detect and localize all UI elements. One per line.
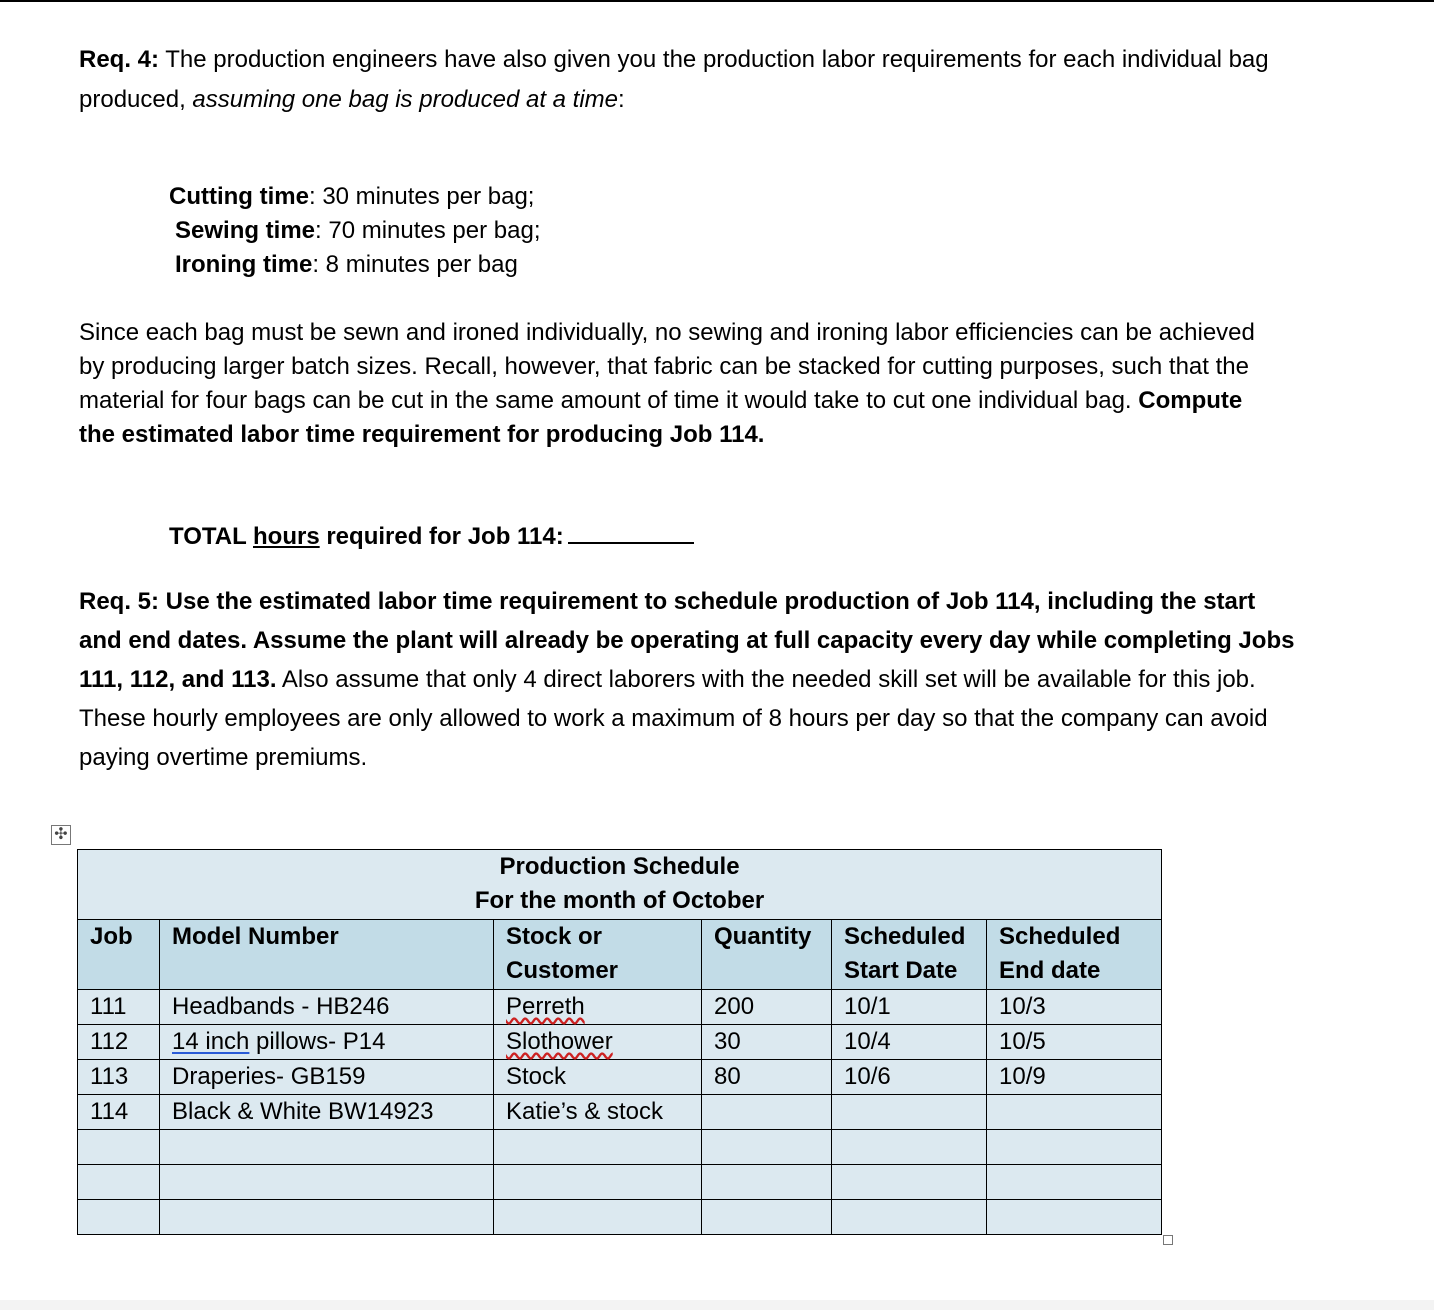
- cell-customer[interactable]: [494, 990, 702, 1025]
- header-quantity: Quantity: [702, 920, 832, 990]
- resize-handle-icon[interactable]: [1163, 1235, 1173, 1245]
- cell-empty[interactable]: [702, 1200, 832, 1235]
- header-job: Job: [78, 920, 160, 990]
- schedule-subtitle: For the month of October: [474, 887, 765, 914]
- schedule-title: Production Schedule: [499, 853, 740, 880]
- req4-label: Req. 4:: [79, 46, 160, 73]
- customer-text: Slothower: [506, 1028, 613, 1055]
- model-underlined-text: 14 inch: [172, 1028, 250, 1055]
- cell-job[interactable]: 111: [78, 990, 160, 1025]
- cell-empty[interactable]: [987, 1200, 1162, 1235]
- header-start-line1: Scheduled: [844, 923, 966, 950]
- sewing-time-label: Sewing time: [175, 217, 316, 244]
- schedule-title-cell: [78, 850, 1162, 920]
- cell-empty[interactable]: [987, 1165, 1162, 1200]
- ironing-time-label: Ironing time: [175, 251, 313, 278]
- total-hours-line: [169, 520, 694, 551]
- cell-quantity[interactable]: 200: [702, 990, 832, 1025]
- table-row-empty: [78, 1200, 1162, 1235]
- cell-empty[interactable]: [832, 1200, 987, 1235]
- req5-bold: Req. 5: Use the estimated labor time requirement to schedule production of Job 114, including the start and end dates. Assume the plant will already be operating at full capacity every day while completing Jobs 111, 112, and 113.: [79, 588, 1295, 693]
- header-end-line1: Scheduled: [999, 923, 1121, 950]
- cell-customer[interactable]: Katie’s & stock: [494, 1095, 702, 1130]
- production-schedule-table: [77, 849, 1162, 1235]
- header-end-line2: End date: [999, 957, 1101, 984]
- table-row: [78, 1025, 1162, 1060]
- cell-empty[interactable]: [78, 1130, 160, 1165]
- cell-customer[interactable]: [494, 1025, 702, 1060]
- model-rest-text: pillows- P14: [249, 1028, 386, 1055]
- cell-model[interactable]: [160, 1025, 494, 1060]
- req5-paragraph: [79, 582, 1299, 777]
- cell-empty[interactable]: [78, 1200, 160, 1235]
- page-bottom-band: [0, 1300, 1434, 1310]
- cell-model[interactable]: Draperies- GB159: [160, 1060, 494, 1095]
- header-stock-line2: Customer: [506, 957, 619, 984]
- cell-empty[interactable]: [78, 1165, 160, 1200]
- cell-empty[interactable]: [160, 1130, 494, 1165]
- cell-start[interactable]: 10/4: [832, 1025, 987, 1060]
- header-model: Model Number: [160, 920, 494, 990]
- cell-empty[interactable]: [494, 1130, 702, 1165]
- batching-paragraph: [79, 316, 1279, 452]
- cell-job[interactable]: 112: [78, 1025, 160, 1060]
- cell-empty[interactable]: [160, 1165, 494, 1200]
- sewing-time: [169, 214, 541, 248]
- cell-start[interactable]: 10/1: [832, 990, 987, 1025]
- req4-text: The production engineers have also given you the production labor requirements for each individual bag produced,: [79, 46, 1269, 113]
- total-prefix: TOTAL: [169, 523, 253, 550]
- ironing-time: [169, 248, 541, 282]
- cell-empty[interactable]: [494, 1165, 702, 1200]
- table-row-empty: [78, 1130, 1162, 1165]
- header-start: [832, 920, 987, 990]
- header-start-line2: Start Date: [844, 957, 958, 984]
- cell-job[interactable]: 114: [78, 1095, 160, 1130]
- cell-empty[interactable]: [832, 1165, 987, 1200]
- cell-empty[interactable]: [702, 1130, 832, 1165]
- cell-customer[interactable]: Stock: [494, 1060, 702, 1095]
- cell-end[interactable]: 10/9: [987, 1060, 1162, 1095]
- cell-start[interactable]: [832, 1095, 987, 1130]
- cell-quantity[interactable]: 80: [702, 1060, 832, 1095]
- cell-empty[interactable]: [494, 1200, 702, 1235]
- cell-empty[interactable]: [702, 1165, 832, 1200]
- table-row: [78, 990, 1162, 1025]
- total-suffix: required for Job 114:: [319, 523, 564, 550]
- req4-colon: :: [618, 86, 625, 113]
- cell-start[interactable]: 10/6: [832, 1060, 987, 1095]
- cell-job[interactable]: 113: [78, 1060, 160, 1095]
- cell-end[interactable]: 10/5: [987, 1025, 1162, 1060]
- table-row: [78, 1095, 1162, 1130]
- cell-quantity[interactable]: [702, 1095, 832, 1130]
- cell-quantity[interactable]: 30: [702, 1025, 832, 1060]
- answer-blank[interactable]: [568, 520, 694, 544]
- header-stock: [494, 920, 702, 990]
- header-stock-line1: Stock or: [506, 923, 603, 950]
- customer-text: Perreth: [506, 993, 585, 1020]
- table-row-empty: [78, 1165, 1162, 1200]
- cutting-time-value: : 30 minutes per bag;: [308, 183, 535, 210]
- ironing-time-value: : 8 minutes per bag: [312, 251, 518, 278]
- total-hours-word: hours: [253, 523, 320, 550]
- cell-model[interactable]: Black & White BW14923: [160, 1095, 494, 1130]
- cell-empty[interactable]: [987, 1130, 1162, 1165]
- cutting-time: [169, 180, 541, 214]
- cell-empty[interactable]: [832, 1130, 987, 1165]
- req4-italic: assuming one bag is produced at a time: [192, 86, 619, 113]
- req5-text: Also assume that only 4 direct laborers with the needed skill set will be available for this job. These hourly employees are only allowed to work a maximum of 8 hours per day so that the company can avoid paying overtime premiums.: [79, 666, 1268, 771]
- req4-paragraph: [79, 40, 1279, 120]
- table-row: [78, 1060, 1162, 1095]
- sewing-time-value: : 70 minutes per bag;: [315, 217, 541, 244]
- cell-end[interactable]: 10/3: [987, 990, 1162, 1025]
- header-end: [987, 920, 1162, 990]
- table-header-row: [78, 920, 1162, 990]
- compute-instruction: Compute the estimated labor time requirement for producing Job 114.: [79, 387, 1243, 448]
- move-icon[interactable]: ✣: [51, 825, 71, 845]
- batching-text: Since each bag must be sewn and ironed individually, no sewing and ironing labor efficiencies can be achieved by producing larger batch sizes. Recall, however, that fabric can be stacked for cutting purposes, such that the material for four bags can be cut in the same amount of time it would take to cut one individual bag.: [79, 319, 1255, 414]
- cell-end[interactable]: [987, 1095, 1162, 1130]
- cell-model[interactable]: Headbands - HB246: [160, 990, 494, 1025]
- labor-times-list: [169, 180, 541, 282]
- cutting-time-label: Cutting time: [169, 183, 309, 210]
- top-border-line: [0, 0, 1434, 2]
- cell-empty[interactable]: [160, 1200, 494, 1235]
